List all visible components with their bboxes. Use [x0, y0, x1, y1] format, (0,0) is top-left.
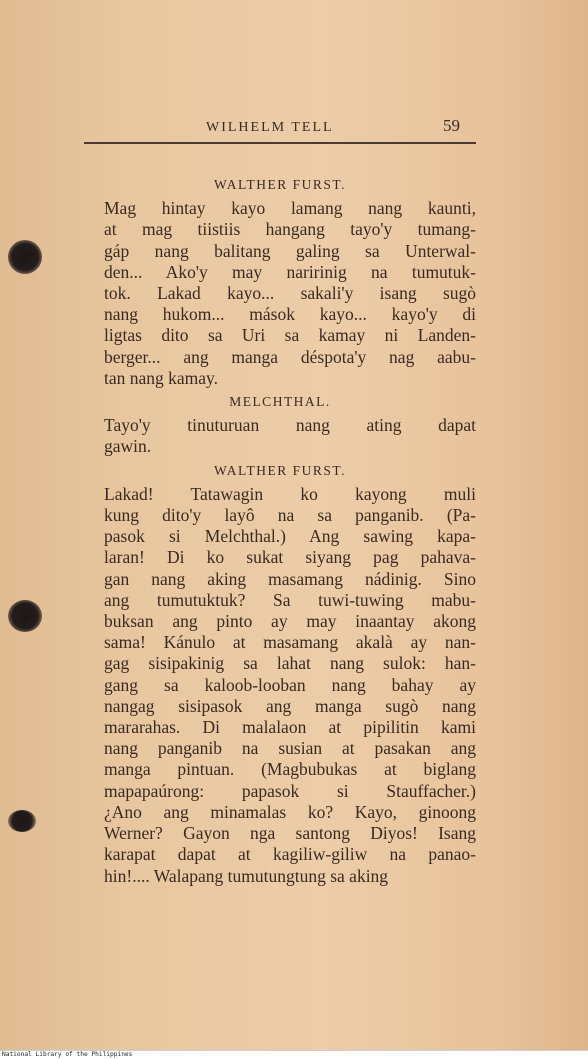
page-number: 59: [443, 116, 460, 135]
text-line: hin!.... Walapang tumutungtung sa aking: [104, 865, 389, 886]
text-line: at mag tiistiis hangang tayo'y tumang-: [104, 219, 476, 240]
text-line: Werner? Gayon nga santong Diyos! Isang: [104, 823, 476, 844]
text-line: tan nang kamay.: [104, 367, 219, 388]
text-line: nang hukom... mások kayo... kayo'y di: [104, 304, 476, 325]
text-line: laran! Di ko sukat siyang pag pahava-: [104, 547, 476, 568]
binding-hole-bottom: [8, 810, 36, 832]
text-line: gang sa kaloob-looban nang bahay ay: [104, 674, 476, 695]
dialogue-paragraph: [84, 198, 476, 389]
text-line: tok. Lakad kayo... sakali'y isang sugò: [104, 283, 476, 304]
text-line: gáp nang balitang galing sa Unterwal-: [104, 240, 476, 261]
text-line: Lakad! Tatawagin ko kayong muli: [104, 483, 476, 504]
binding-hole-top: [8, 240, 42, 274]
text-line: mapapaúrong: papasok si Stauffacher.): [104, 780, 476, 801]
dialogue-paragraph: [84, 415, 476, 457]
dialogue-paragraph: [84, 484, 476, 887]
text-line: buksan ang pinto ay may inaantay akong: [104, 611, 476, 632]
text-line: ligtas dito sa Uri sa kamay ni Landen-: [104, 325, 476, 346]
text-line: gag sisipakinig sa lahat nang sulok: han-: [104, 653, 476, 674]
text-line: den... Ako'y may naririnig na tumutuk-: [104, 261, 476, 282]
speaker-name: WALTHER FURST.: [213, 177, 346, 192]
page-text: [84, 172, 476, 887]
text-line: pasok si Melchthal.) Ang sawing kapa-: [104, 526, 476, 547]
text-line: Mag hintay kayo lamang nang kaunti,: [104, 198, 476, 219]
text-line: ang tumutuktuk? Sa tuwi-tuwing mabu-: [104, 589, 476, 610]
text-line: manga pintuan. (Magbubukas at biglang: [104, 759, 476, 780]
speaker-name: WALTHER FURST.: [213, 462, 346, 478]
header-rule: [84, 142, 476, 144]
page-header: [84, 116, 476, 144]
text-line: nangag sisipasok ang manga sugò nang: [104, 695, 476, 716]
text-line: gawin.: [104, 436, 152, 457]
library-credit: National Library of the Philippines: [2, 1051, 133, 1058]
text-line: Tayo'y tinuturuan nang ating dapat: [104, 415, 476, 436]
text-line: kung dito'y layô na sa panganib. (Pa-: [104, 505, 476, 526]
text-line: ¿Ano ang minamalas ko? Kayo, ginoong: [104, 801, 476, 822]
text-line: nang panganib na susian at pasakan ang: [104, 738, 476, 759]
text-line: karapat dapat at kagiliw-giliw na panao-: [104, 844, 476, 865]
text-line: gan nang aking masamang nádinig. Sino: [104, 568, 476, 589]
text-line: sama! Kánulo at masamang akalà ay nan-: [104, 632, 476, 653]
binding-hole-middle: [8, 600, 42, 632]
text-line: berger... ang manga déspota'y nag aabu-: [104, 346, 476, 367]
speaker-name: MELCHTHAL.: [229, 394, 331, 410]
text-line: mararahas. Di malalaon at pipilitin kami: [104, 717, 476, 738]
running-title: WILHELM TELL: [206, 120, 334, 135]
